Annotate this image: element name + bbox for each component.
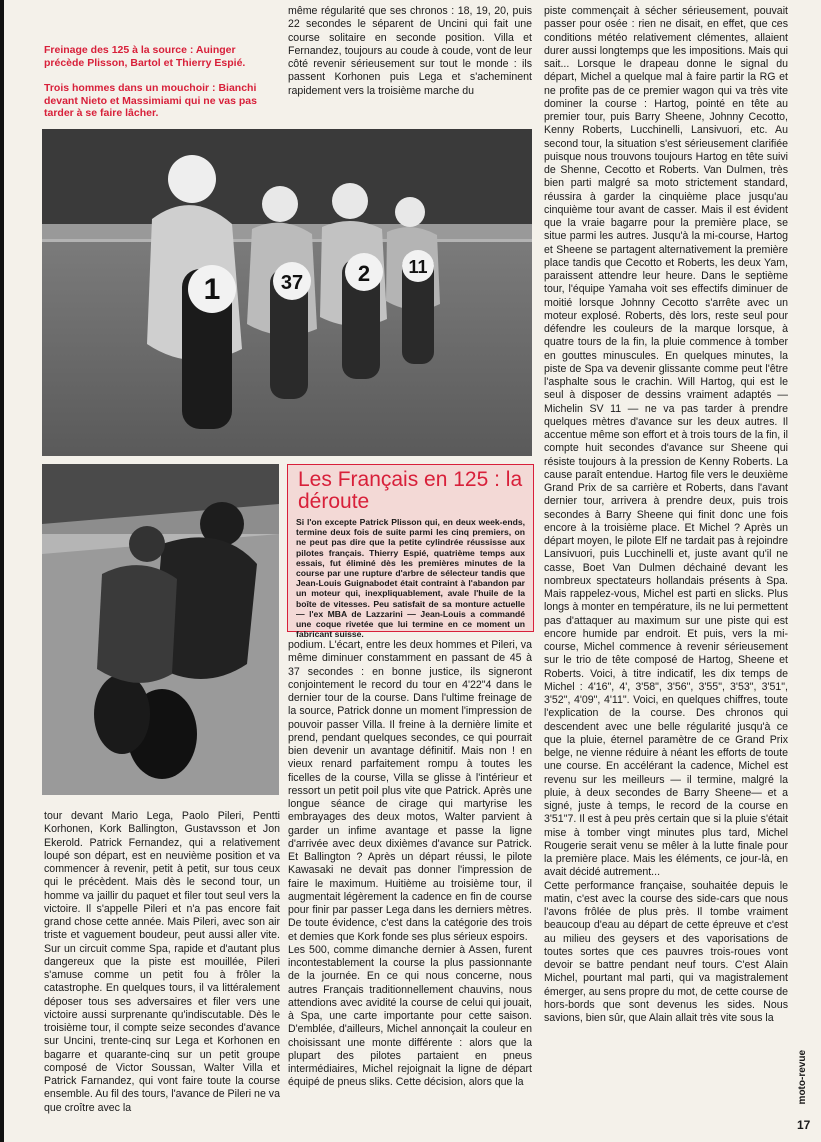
bottom-race-photo — [42, 464, 279, 795]
text-paragraph: tour devant Mario Lega, Paolo Pileri, Pentti Korhonen, Kork Ballington, Gustavsson et Jon Ekerold. Patrick Fernandez, qui a relativement loupé son départ, est en neuvième position et va commencer à revenir, petit à petit, sur tous ceux qui le précèdent. Mais dès le second tour, un homme va jaillir du paquet et filer tout seul vers la victoire. Il s'appelle Pileri et n'a pas encore fait grand chose cette année. Mais Pileri, avec son air triste et vaguement boudeur, peut aussi aller vite. Sur un circuit comme Spa, rapide et d'autant plus dangereux que la piste est mouillée, Pileri s'amuse comme un petit fou à frôler la catastrophe. En quelques tours, il va littéralement déposer tous ses adversaires et filer vers une victoire aussi surprenante qu'indiscutable. Dès le troisième tour, il compte seize secondes d'avance sur Uncini, trente-cinq sur Lega et Korhonen en bagarre et quarante-cinq sur un petit groupe composé de Victor Soussan, Walter Villa et Patrick Farnandez, qui vont faire toute la course ensemble. Au fil des tours, l'avance de Pileri ne va que croître avec la — [44, 810, 280, 1114]
magazine-name-vertical: moto-revue — [797, 1050, 808, 1105]
text-paragraph: podium. L'écart, entre les deux hommes et Pileri, va même diminuer constamment en passant de 45 à 37 secondes : en bonne justice, ils signeront conjointement le record du tour en 4'22"4 dans le dernier tour de la course. Dans l'ultime freinage de la source, Patrick donne un moment l'impression de pouvoir passer Villa. Il freine à la dernière limite et prend, pendant quelques secondes, ce qui pourrait bien devenir un avantage définitif. Mais non ! en vieux renard parfaitement rompu à toutes les ficelles de la course, Villa se glisse à l'intérieur et ressort un petit poil plus vite que Patrick. Après une longue séance de cirage qui martyrise les embrayages des deux motos, Walter parvient à garder un infime avantage et passe la ligne d'arrivée avec deux dixièmes d'avance sur Patrick. Et Ballington ? Après un départ réussi, le pilote Kawasaki ne devait pas donner l'impression de faire le maximum. Huitième au troisième tour, il augmentait légèrement la cadence en fin de course pour finir par passer Lega dans les derniers mètres. De toute évidence, c'est dans la catégorie des trois et demies que Kork fonde ses plus sérieux espoirs. Les 500, comme dimanche dernier à Assen, furent incontestablement la course la plus passionnante de la journée. En ce qui nous concerne, nous autres Français traditionnellement chauvins, nous attendions avec avidité la course de celui qui jouait, à Spa, une carte importante pour cette saison. D'emblée, d'ailleurs, Michel annonçait la couleur en choisissant une monte différente : alors que la plupart des pilotes partaient en pneus intermédiaires, Michel rejoignait la ligne de départ équipé de pneus sliks. Cette décision, alors que la — [288, 639, 532, 1089]
column-middle-top — [288, 5, 532, 98]
column-right — [544, 5, 788, 1025]
box-body: Si l'on excepte Patrick Plisson qui, en deux week-ends, termine deux fois de suite parmi les cinq premiers, on ne peut pas dire que la petite cylindrée réussisse aux pilotes français. Thierry Espié, quatrième temps aux essais, fut éliminé dès les premières minutes de la course par une rupture d'arbre de sélecteur tandis que Jean-Louis Guignabodet était contraint à l'abandon par un moteur qui, inexpliquablement, avale l'huile de la boîte de vitesses. Peu satisfait de sa monture actuelle — l'ex MBA de Lazzarini — Jean-Louis a commandé une coque rivetée que lui termine en ce moment un fabricant suisse. — [296, 517, 525, 640]
top-race-illustration — [42, 129, 532, 456]
caption-top: Freinage des 125 à la source : Auinger précède Plisson, Bartol et Thierry Espié. — [44, 44, 246, 69]
top-race-photo — [42, 129, 532, 456]
box-title: Les Français en 125 : la déroute — [298, 468, 523, 513]
page-number: 17 — [797, 1118, 811, 1132]
column-middle-bottom — [288, 639, 532, 1090]
race-number: 1 — [203, 273, 221, 306]
text-paragraph: même régularité que ses chronos : 18, 19, 20, puis 22 secondes le séparent de Uncini qui fait une course solitaire en seconde position. Villa et Fernandez, toujours au coude à coude, vont de leur côté revenir sérieusement sur tout le monde : ils passent Korhonen puis Lega et s'acheminent rapidement vers la troisième marche du — [288, 5, 532, 97]
column-left-bottom — [44, 810, 280, 1115]
page-edge-bar — [0, 0, 4, 1142]
race-number: 11 — [408, 257, 428, 277]
sidebar-box-french-125 — [287, 464, 534, 640]
race-number: 2 — [357, 261, 371, 286]
text-paragraph: piste commençait à sécher sérieusement, pouvait passer pour osée : rien ne disait, en effet, que ces conditions météo relativement clémentes, allaient durer aussi longtemps que les impositions. Mais qui sait... Lorsque le drapeau donne le signal du départ, Michel a quelque mal à faire partir la RG et ne profite pas de ce premier wagon qui va très vite dominer la course : Hartog, pointé en tête au premier tour, puis Barry Sheene, Johnny Cecotto, Kenny Roberts, Lucchinelli, Lansivuori, etc. Au second tour, la situation s'est sérieusement clarifiée puisque nous trouvons toujours Hartog en tête suivi de Shenne, Cecotto et Roberts. Van Dulmen, très bien parti malgré sa moto strictement standard, réussira à garder la cinquième place jusqu'au cinquième tour avant de casser. Mais il est évident que la vraie bagarre pour la première place, se situe parmi les autres. Jusqu'à la mi-course, Hartog et Sheene se partagent alternativement la première place tandis que Cecotto et Roberts, les deux Yam, paraissent attendre leur heure. Dans le septième tour, l'équipe Yamaha voit ses effectifs diminuer de moitié lorsque Johnny Cecotto s'arrête avec un moteur explosé. Roberts, dès lors, reste seul pour défendre les couleurs de la marque lorsque, à quatre tours de la fin, la pluie commence à tomber en gouttes minuscules. En quelques minutes, la piste de Spa va devenir glissante comme peut l'être l'asphalte sous le crachin. Will Hartog, qui est le seul à disposer de dessins vraiment adaptés — Michelin SV 11 — ne va pas tarder à prendre quelques mètres d'avance sur les deux autres. Il accentue même son effort et à trois tours de la fin, il compte huit secondes d'avance sur Sheene qui résiste toujours à la pression de Kenny Roberts. La cause paraît entendue. Hartog file vers le deuxième Grand Prix de sa carrière et Roberts, dans l'avant dernier tour, arrivera à prendre deux, puis trois secondes à Barry Sheene qui finit donc une fois encore à la troisième place. Et Michel ? Après un départ moyen, le pilote Elf ne tardait pas à rejoindre Lansivuori, puis Lucchinelli et, juste avant qu'il ne casse, Boet Van Dulmen déchainé devant les nombreux spectateurs hollandais présents à Spa. Mais rappelez-vous, Michel est parti en slicks. Plus longs à monter en température, ils ne lui permettent pas d'attaquer au maximum sur une piste qui est encore humide par endroit. Et puis, vers la mi-course, Michel commence à revenir sérieusement sur le trio de tête composé de Hartog, Sheene et Roberts. Voici, à titre indicatif, les dix temps de Michel : 4'16", 4', 3'58", 3'56", 3'55", 3'53", 3'51", 3'52", 4'09", 4'11". Voici, en quelques chiffres, toute l'explication de la course. Des chronos qui descendent avec une belle régularité jusqu'à ce que la pluie, éternel paramètre de ce Grand Prix belge, ne vienne réduire à néant les efforts de toute une course. En accélérant la cadence, Michel est revenu sur les meilleurs — il termine, malgré la pluie, à deux secondes de Barry Sheene— et a signé, juste à temps, le record de la course en 3'51"7. Il est à peu près certain que si la pluie s'était mise à tomber vingt minutes plus tard, Michel Rougerie serait venu se mêler à la lutte finale pour la première place. Mais les éléments, ce jour-là, en avait décidé autrement... Cette performance française, souhaitée depuis le matin, c'est avec la course des side-cars que nous l'avons frôlée de plus près. Il tombe vraiment beaucoup d'eau au départ de cette épreuve et c'est au milieu des geysers et des vaporisations de toutes sortes que ces pauvres trois-roues vont devoir se battre pendant neuf tours. C'est Alain Michel, pourtant mal parti, qui va magistralement émerger, au sens propre du mot, de cette course de hors-bords que sont devenus les sides. Nous savions, bien sûr, que Alain allait très vite sous la — [544, 5, 788, 1024]
caption-second: Trois hommes dans un mouchoir : Bianchi devant Nieto et Massimiami qui ne vas pas tarder à se faire lâcher. — [44, 82, 257, 119]
bottom-race-illustration — [42, 464, 279, 795]
race-number: 37 — [280, 272, 304, 294]
